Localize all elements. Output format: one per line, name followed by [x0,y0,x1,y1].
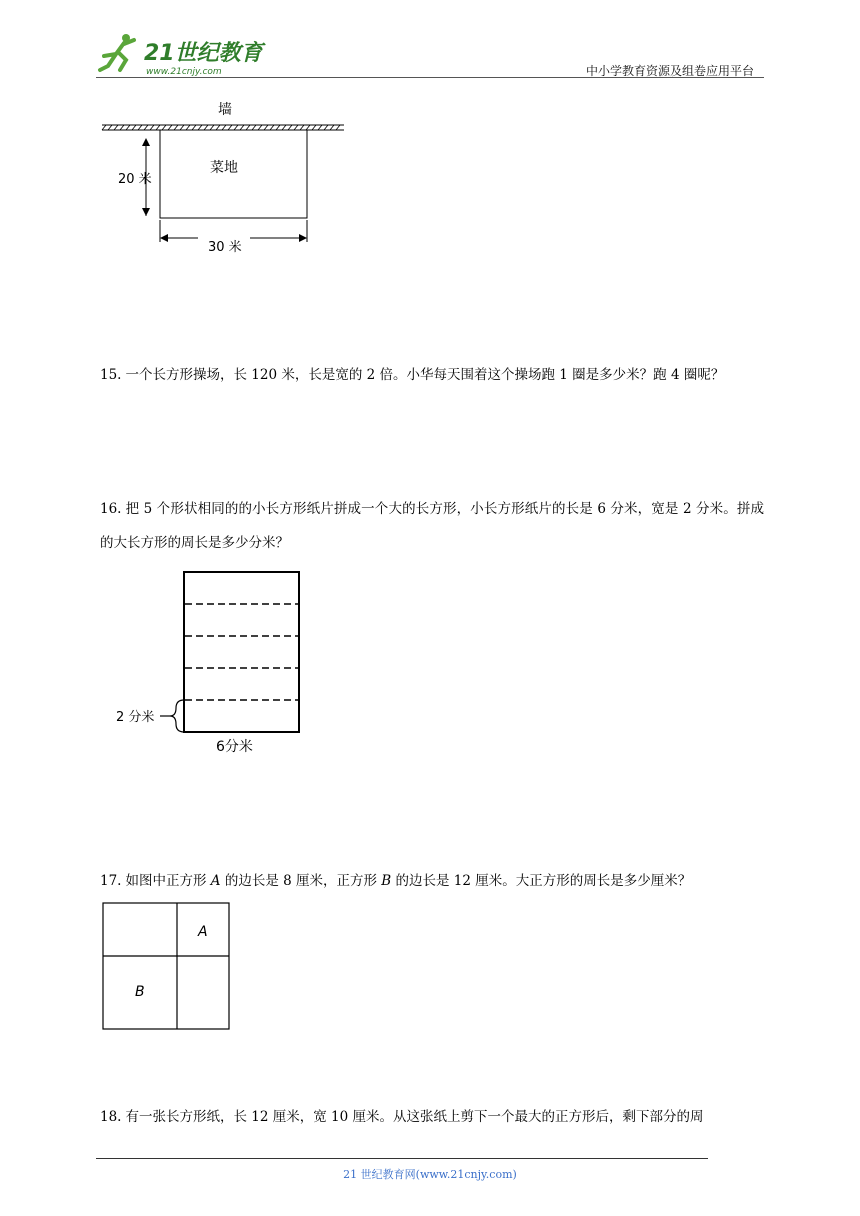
width-label: 30 米 [208,240,242,255]
strips-figure [110,565,310,760]
logo-url: www.21cnjy.com [146,67,222,77]
question-17: 17. 如图中正方形 A 的边长是 8 厘米，正方形 B 的边长是 12 厘米。大正方形的周长是多少厘米？ [100,873,692,889]
wall-label: 墙 [218,102,232,118]
runner-icon [100,34,134,70]
big-rectangle [184,572,299,732]
question-number: 17. [100,873,122,889]
variable-a: A [210,873,221,889]
question-number: 18. [100,1109,122,1125]
header-divider [96,77,764,78]
strip-dividers [185,604,298,700]
square-b-label: B [135,984,145,1000]
width-brace [170,700,184,732]
question-text: 把 5 个形状相同的的小长方形纸片拼成一个大的长方形，小长方形纸片的长是 6 分米，宽是 2 分米。拼成的大长方形的周长是多少分米？ [100,501,764,551]
logo-text: 21世纪教育 [144,41,263,66]
wall-hatch [102,125,344,130]
header-tagline: 中小学教育资源及组卷应用平台 [585,64,754,78]
plot-label: 菜地 [210,160,238,176]
variable-b: B [381,873,392,889]
footer-divider [96,1158,708,1159]
square-a-label: A [198,924,208,940]
question-text: 有一张长方形纸，长 12 厘米，宽 10 厘米。从这张纸上剪下一个最大的正方形后，剩下部分的周 [125,1109,704,1125]
width-dimension [160,220,307,242]
squares-figure [102,902,232,1032]
question-number: 16. [100,501,122,517]
footer-text: 21 世纪教育网(www.21cnjy.com) [343,1168,517,1181]
garden-figure [100,96,350,261]
strip-width-label: 2 分米 [116,710,155,725]
height-label: 20 米 [118,172,152,187]
strip-length-label: 6分米 [216,739,253,755]
site-logo [96,30,266,78]
question-15 [100,358,764,392]
outer-square [103,903,229,1029]
question-16 [100,492,764,560]
question-number: 15. [100,367,122,383]
question-text: 一个长方形操场，长 120 米，长是宽的 2 倍。小华每天围着这个操场跑 1 圈是多少米？跑 4 圈呢？ [125,367,725,383]
question-18 [100,1100,764,1134]
